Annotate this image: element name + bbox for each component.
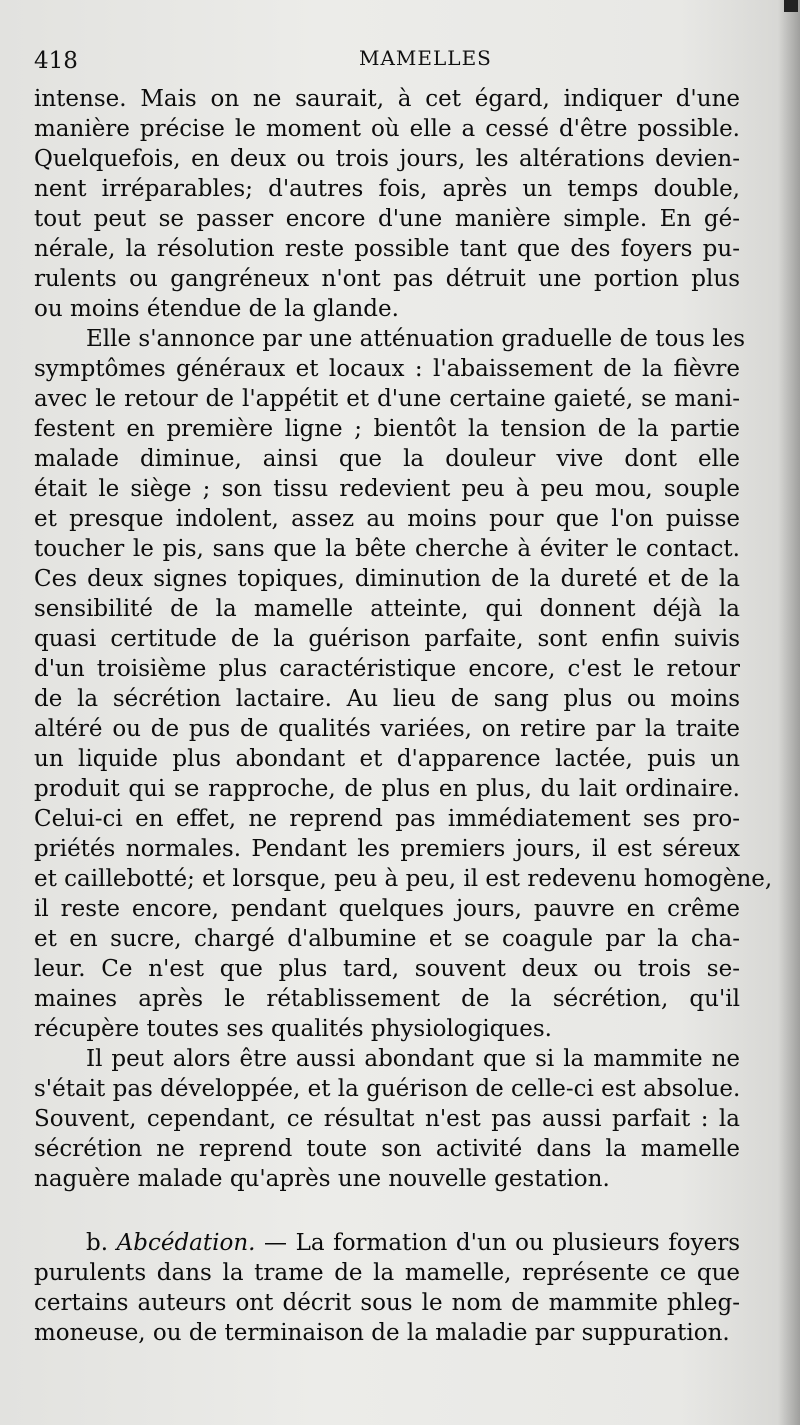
text-line: maines après le rétablissement de la sécrétion, qu'il [34,986,740,1012]
text-line: avec le retour de l'appétit et d'une certaine gaieté, se mani- [34,386,740,412]
scan-corner-mark [784,0,798,12]
text-line: il reste encore, pendant quelques jours, pauvre en crême [34,896,740,922]
section-abcedation [34,1228,740,1348]
text-line: et en sucre, chargé d'albumine et se coagule par la cha- [34,926,740,952]
text-line: malade diminue, ainsi que la douleur vive dont elle [34,446,740,472]
section-marker: b. [86,1230,109,1256]
text-line: altéré ou de pus de qualités variées, on retire par la traite [34,716,740,742]
text-line: manière précise le moment où elle a cessé d'être possible. [34,116,740,142]
text-line: nérale, la résolution reste possible tant que des foyers pu- [34,236,740,262]
section-first-line [34,1228,740,1258]
text-line: quasi certitude de la guérison parfaite, sont enfin suivis [34,626,740,652]
section-title: Abcédation. [116,1230,256,1256]
page-header [34,44,734,76]
paragraph-3 [34,1044,740,1194]
text-line: nent irréparables; d'autres fois, après un temps double, [34,176,740,202]
page-edge-shadow [778,0,800,1425]
text-line: s'était pas développée, et la guérison de celle-ci est absolue. [34,1076,741,1102]
text-line: Ces deux signes topiques, diminution de la dureté et de la [34,566,740,592]
text-line: sensibilité de la mamelle atteinte, qui donnent déjà la [34,596,740,622]
text-line: ou moins étendue de la glande. [34,296,399,322]
section-first-line-text: — La formation d'un ou plusieurs foyers [255,1230,740,1256]
paragraph-2 [34,324,773,1044]
running-head: MAMELLES [359,46,492,70]
text-line: Souvent, cependant, ce résultat n'est pas aussi parfait : la [34,1106,740,1132]
paragraph-1 [34,84,740,324]
text-line: naguère malade qu'après une nouvelle gestation. [34,1166,610,1192]
text-line: d'un troisième plus caractéristique encore, c'est le retour [34,656,740,682]
page-number: 418 [34,48,78,74]
text-line: symptômes généraux et locaux : l'abaissement de la fièvre [34,356,740,382]
text-line: certains auteurs ont décrit sous le nom de mammite phleg- [34,1290,740,1316]
text-line: leur. Ce n'est que plus tard, souvent deux ou trois se- [34,956,740,982]
text-line: Quelquefois, en deux ou trois jours, les altérations devien- [34,146,740,172]
text-line: intense. Mais on ne saurait, à cet égard, indiquer d'une [34,86,740,112]
text-line: récupère toutes ses qualités physiologiques. [34,1016,552,1042]
text-line: de la sécrétion lactaire. Au lieu de sang plus ou moins [34,686,740,712]
text-line: Elle s'annonce par une atténuation graduelle de tous les [86,326,746,352]
section-spacer [34,1194,740,1228]
text-line: et caillebotté; et lorsque, peu à peu, il est redevenu homogène, [34,866,773,892]
text-line: rulents ou gangréneux n'ont pas détruit une portion plus [34,266,740,292]
text-line: Il peut alors être aussi abondant que si la mammite ne [86,1046,740,1072]
text-line: purulents dans la trame de la mamelle, représente ce que [34,1260,740,1286]
text-line: moneuse, ou de terminaison de la maladie par suppuration. [34,1320,730,1346]
text-line: sécrétion ne reprend toute son activité dans la mamelle [34,1136,740,1162]
text-line: priétés normales. Pendant les premiers jours, il est séreux [34,836,740,862]
text-line: Celui-ci en effet, ne reprend pas immédiatement ses pro- [34,806,740,832]
text-line: un liquide plus abondant et d'apparence lactée, puis un [34,746,740,772]
text-line: produit qui se rapproche, de plus en plus, du lait ordinaire. [34,776,740,802]
text-line: tout peut se passer encore d'une manière simple. En gé- [34,206,740,232]
body-text [34,84,773,1348]
text-line: festent en première ligne ; bientôt la tension de la partie [34,416,740,442]
text-line: était le siège ; son tissu redevient peu à peu mou, souple [34,476,740,502]
text-line: et presque indolent, assez au moins pour que l'on puisse [34,506,740,532]
text-line: toucher le pis, sans que la bête cherche à éviter le contact. [34,536,740,562]
